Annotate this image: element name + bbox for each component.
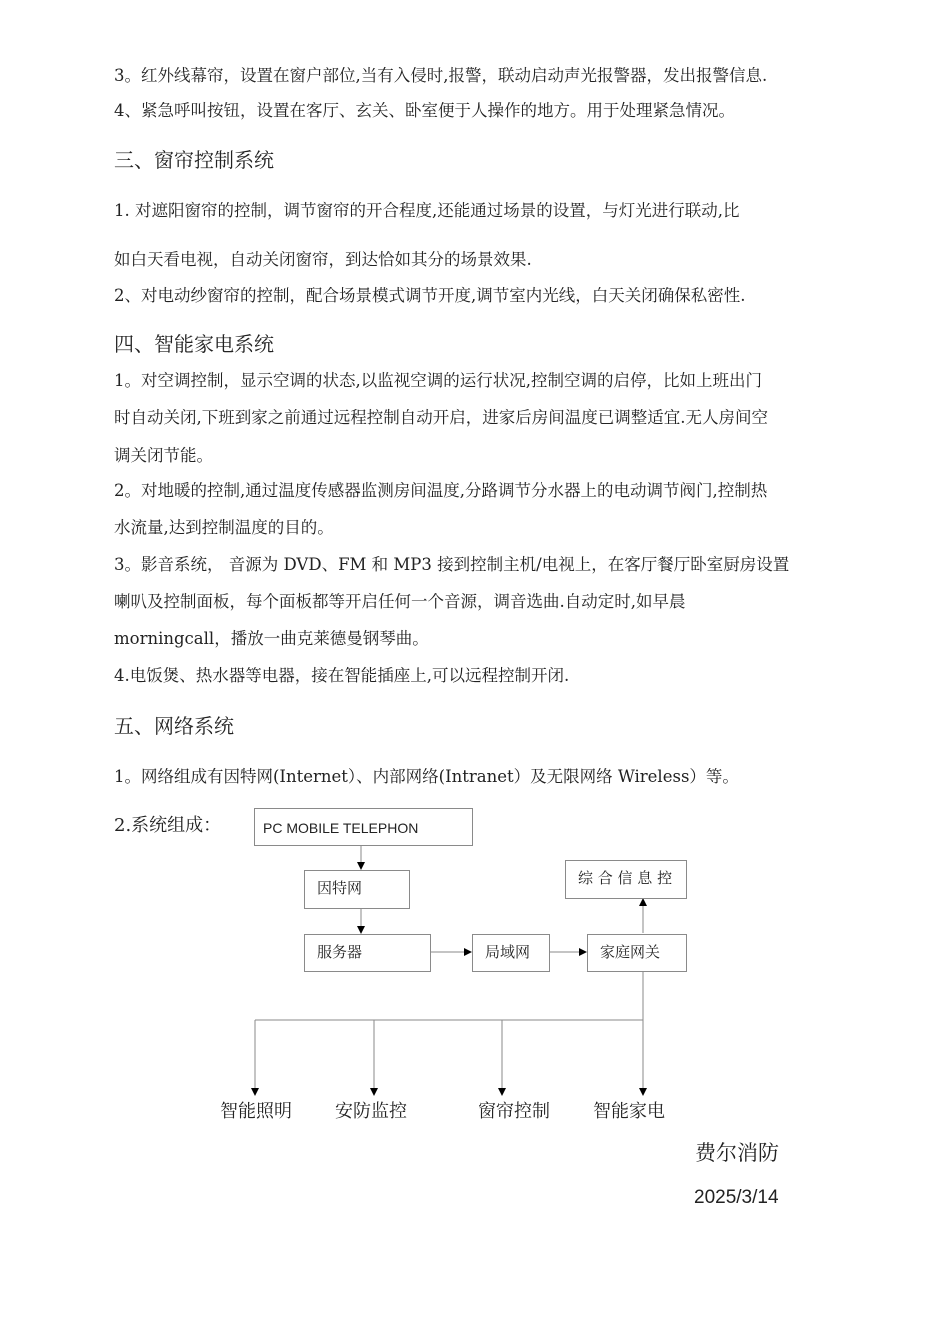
appliance-item-4: 4.电饭煲、热水器等电器，接在智能插座上,可以远程控制开闭. (114, 666, 570, 685)
network-item-1: 1。网络组成有因特网(Internet）、内部网络(Intranet）及无限网络 Wireless）等。 (114, 767, 739, 786)
security-item-4: 4、紧急呼叫按钮，设置在客厅、玄关、卧室便于人操作的地方。用于处理紧急情况。 (114, 101, 735, 120)
diagram-leaf-curtain: 窗帘控制 (478, 1101, 550, 1122)
curtain-item-2: 2、对电动纱窗帘的控制，配合场景模式调节开度,调节室内光线，白天关闭确保私密性. (114, 286, 746, 305)
diagram-box-clients: PC MOBILE TELEPHON (254, 808, 473, 846)
diagram-box-gateway: 家庭网关 (587, 934, 687, 972)
curtain-item-1-line-1: 1. 对遮阳窗帘的控制，调节窗帘的开合程度,还能通过场景的设置，与灯光进行联动,比 (114, 201, 740, 220)
curtain-item-1-line-2: 如白天看电视，自动关闭窗帘，到达恰如其分的场景效果. (114, 250, 532, 269)
section-heading-network: 五、网络系统 (114, 714, 234, 738)
appliance-item-1-line-1: 1。对空调控制，显示空调的状态,以监视空调的运行状况,控制空调的启停，比如上班出门 (114, 371, 762, 390)
appliance-item-3-line-1: 3。影音系统， 音源为 DVD、FM 和 MP3 接到控制主机/电视上，在客厅餐厅卧室厨房设置 (114, 555, 790, 574)
appliance-item-2-line-1: 2。对地暖的控制,通过温度传感器监测房间温度,分路调节分水器上的电动调节阀门,控制热 (114, 481, 768, 500)
signature-date: 2025/3/14 (694, 1187, 779, 1208)
appliance-item-1-line-3: 调关闭节能。 (114, 446, 213, 465)
section-heading-appliance: 四、智能家电系统 (114, 332, 274, 356)
appliance-item-3-line-3: morningcall，播放一曲克莱德曼钢琴曲。 (114, 629, 429, 648)
section-heading-curtain: 三、窗帘控制系统 (114, 148, 274, 172)
diagram-box-server: 服务器 (304, 934, 431, 972)
appliance-item-3-line-2: 喇叭及控制面板，每个面板都等开启任何一个音源，调音选曲.自动定时,如早晨 (114, 592, 686, 611)
network-item-2-label: 2.系统组成： (114, 815, 222, 836)
security-item-3: 3。红外线幕帘，设置在窗户部位,当有入侵时,报警，联动启动声光报警器，发出报警信息. (114, 66, 768, 85)
appliance-item-2-line-2: 水流量,达到控制温度的目的。 (114, 518, 334, 537)
diagram-leaf-security: 安防监控 (335, 1101, 407, 1122)
appliance-item-1-line-2: 时自动关闭,下班到家之前通过远程控制自动开启，进家后房间温度已调整适宜.无人房间空 (114, 408, 768, 427)
diagram-box-internet: 因特网 (304, 870, 410, 909)
signature-name: 费尔消防 (695, 1141, 779, 1165)
diagram-leaf-lighting: 智能照明 (220, 1101, 292, 1122)
diagram-box-info-control: 综 合 信 息 控 (565, 860, 687, 899)
diagram-leaf-appliance: 智能家电 (593, 1101, 665, 1122)
diagram-box-lan: 局域网 (472, 934, 550, 972)
